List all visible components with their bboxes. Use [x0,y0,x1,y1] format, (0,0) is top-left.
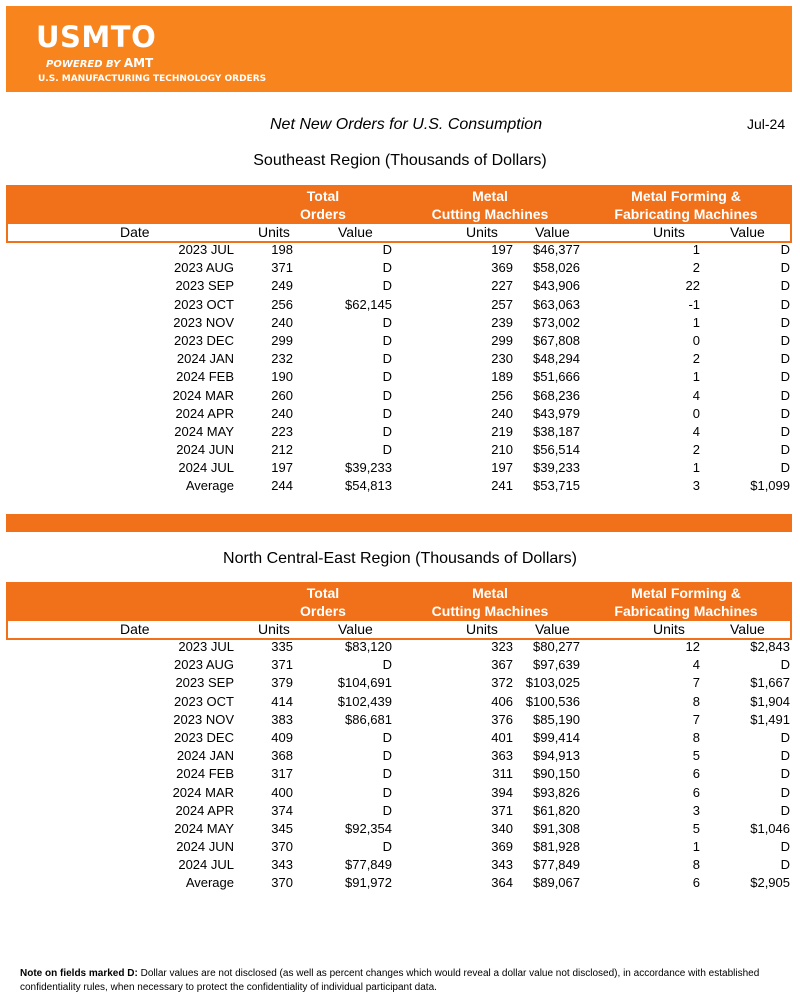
group-label: Metal [472,188,508,204]
group-label: Metal [472,585,508,601]
row-date: 2024 FEB [176,766,234,782]
footnote-label: Note on fields marked D: [20,968,138,979]
table-row [0,638,800,656]
total-value: D [382,766,392,782]
col-units: Units [466,621,498,637]
total-value: $77,849 [345,857,392,873]
cutting-units: 364 [491,875,513,891]
table-group-header [6,582,792,620]
row-date: 2023 AUG [174,260,234,276]
row-date: 2024 JUL [178,857,234,873]
total-value: $62,145 [345,296,392,312]
cutting-value: $93,826 [533,784,580,800]
table-row [0,820,800,838]
row-date: 2024 MAY [174,820,234,836]
table-row [0,423,800,441]
col-units: Units [258,621,290,637]
cutting-units: 210 [491,442,513,458]
forming-value: D [780,387,790,403]
forming-value: D [780,369,790,385]
row-date: 2024 APR [175,802,234,818]
amt-logo: AMT [123,56,154,70]
total-units: 370 [271,875,293,891]
forming-units: 1 [692,839,700,855]
cutting-units: 256 [491,387,513,403]
forming-units: 6 [692,784,700,800]
table-row [0,259,800,277]
table-row [0,802,800,820]
report-date: Jul-24 [747,116,786,132]
forming-value: D [780,460,790,476]
row-date: 2023 AUG [174,657,234,673]
forming-units: 2 [692,260,700,276]
col-units: Units [258,224,290,240]
total-value: D [382,369,392,385]
cutting-units: 197 [491,460,513,476]
forming-units: 0 [692,332,700,348]
group-label: Orders [300,206,346,222]
total-units: 223 [271,423,293,439]
forming-units: 3 [692,802,700,818]
group-metal-cutting [420,584,560,620]
col-value: Value [338,621,373,637]
total-units: 374 [271,802,293,818]
total-value: D [382,802,392,818]
total-value: D [382,260,392,276]
forming-units: 6 [692,766,700,782]
total-value: D [382,405,392,421]
cutting-value: $48,294 [533,351,580,367]
group-label: Metal Forming & [631,585,741,601]
table-row [0,296,800,314]
forming-value: D [780,278,790,294]
total-value: D [382,242,392,257]
table-body-southeast [0,241,800,496]
forming-value: D [780,748,790,764]
forming-units: 1 [692,369,700,385]
group-metal-forming [606,187,766,223]
total-value: $102,439 [337,693,392,709]
col-value: Value [730,224,765,240]
forming-value: $1,046 [750,820,790,836]
total-units: 240 [271,405,293,421]
cutting-value: $51,666 [533,369,580,385]
forming-value: $1,667 [750,675,790,691]
table-row [0,784,800,802]
cutting-units: 371 [491,802,513,818]
total-units: 379 [271,675,293,691]
table-row [0,856,800,874]
forming-value: D [780,442,790,458]
forming-units: 1 [692,314,700,330]
usmto-logo: USMTO [36,20,157,54]
forming-value: D [780,839,790,855]
row-date: Average [185,478,234,494]
cutting-units: 394 [491,784,513,800]
cutting-value: $38,187 [533,423,580,439]
cutting-value: $39,233 [533,460,580,476]
total-value: D [382,351,392,367]
cutting-value: $58,026 [533,260,580,276]
forming-units: 2 [692,442,700,458]
table-row [0,387,800,405]
cutting-units: 372 [491,675,513,691]
forming-units: 6 [692,875,700,891]
cutting-value: $81,928 [533,839,580,855]
table-row [0,368,800,386]
total-units: 414 [271,693,293,709]
forming-value: D [780,857,790,873]
total-units: 400 [271,784,293,800]
forming-units: 8 [692,729,700,745]
total-units: 345 [271,820,293,836]
total-units: 383 [271,711,293,727]
cutting-units: 240 [491,405,513,421]
cutting-value: $63,063 [533,296,580,312]
table-row [0,874,800,892]
cutting-value: $73,002 [533,314,580,330]
forming-value: $2,905 [750,875,790,891]
total-value: $54,813 [345,478,392,494]
cutting-units: 257 [491,296,513,312]
group-label: Fabricating Machines [614,206,758,222]
table-row [0,477,800,495]
cutting-value: $100,536 [525,693,580,709]
group-label: Total [306,188,340,204]
cutting-units: 227 [491,278,513,294]
forming-units: 1 [692,242,700,257]
powered-by-label: POWERED BY [46,59,121,70]
col-value: Value [730,621,765,637]
table-row [0,405,800,423]
table-row [0,729,800,747]
cutting-value: $46,377 [533,242,580,257]
row-date: 2024 JUL [178,460,234,476]
forming-units: -1 [688,296,700,312]
total-units: 240 [271,314,293,330]
forming-value: $1,099 [750,478,790,494]
cutting-value: $90,150 [533,766,580,782]
forming-value: D [780,802,790,818]
cutting-value: $103,025 [525,675,580,691]
forming-value: D [780,405,790,421]
forming-value: D [780,242,790,257]
total-value: D [382,314,392,330]
row-date: 2024 MAR [172,784,234,800]
region-title-southeast: Southeast Region (Thousands of Dollars) [253,152,547,169]
total-value: D [382,442,392,458]
table-row [0,765,800,783]
cutting-units: 311 [492,766,513,782]
cutting-units: 230 [491,351,513,367]
forming-units: 3 [692,478,700,494]
total-units: 368 [271,748,293,764]
total-units: 197 [271,460,293,476]
table-row [0,656,800,674]
total-value: D [382,729,392,745]
forming-value: D [780,260,790,276]
forming-value: D [780,729,790,745]
total-units: 249 [271,278,293,294]
cutting-units: 369 [491,260,513,276]
total-value: D [382,784,392,800]
total-value: D [382,278,392,294]
cutting-value: $99,414 [533,729,580,745]
cutting-units: 323 [491,639,513,654]
forming-units: 4 [692,657,700,673]
group-label: Metal Forming & [631,188,741,204]
total-value: $86,681 [345,711,392,727]
group-label: Fabricating Machines [614,603,758,619]
cutting-units: 401 [491,729,513,745]
brand-banner [6,6,792,92]
table-row [0,350,800,368]
row-date: 2023 OCT [174,296,234,312]
total-units: 299 [271,332,293,348]
brand-subtitle: U.S. MANUFACTURING TECHNOLOGY ORDERS [38,74,267,84]
total-value: $91,972 [345,875,392,891]
total-value: D [382,423,392,439]
total-units: 212 [271,442,293,458]
total-units: 370 [271,839,293,855]
cutting-value: $61,820 [533,802,580,818]
forming-units: 1 [692,460,700,476]
total-units: 260 [271,387,293,403]
forming-units: 4 [692,423,700,439]
col-value: Value [535,621,570,637]
row-date: 2023 SEP [175,278,234,294]
col-units: Units [653,621,685,637]
section-divider [6,514,792,532]
row-date: 2023 JUL [178,639,234,654]
total-value: $83,120 [345,639,392,654]
forming-units: 22 [685,278,700,294]
table-row [0,693,800,711]
cutting-units: 299 [491,332,513,348]
cutting-units: 197 [491,242,513,257]
row-date: 2024 JAN [176,748,234,764]
col-units: Units [653,224,685,240]
row-date: 2023 JUL [178,242,234,257]
cutting-value: $56,514 [533,442,580,458]
row-date: 2024 JUN [176,839,234,855]
row-date: 2024 JAN [176,351,234,367]
total-units: 343 [271,857,293,873]
cutting-value: $68,236 [533,387,580,403]
total-units: 335 [271,639,293,654]
row-date: 2023 DEC [174,729,234,745]
table-column-header [6,619,792,640]
total-units: 409 [271,729,293,745]
footnote [20,967,790,995]
cutting-value: $80,277 [533,639,580,654]
forming-units: 0 [692,405,700,421]
forming-value: $2,843 [750,639,790,654]
forming-units: 5 [692,820,700,836]
total-units: 198 [271,242,293,257]
forming-units: 7 [692,711,700,727]
table-row [0,838,800,856]
forming-value: $1,904 [750,693,790,709]
total-value: D [382,332,392,348]
row-date: 2023 SEP [175,675,234,691]
forming-value: D [780,657,790,673]
total-value: D [382,839,392,855]
forming-value: D [780,784,790,800]
col-date: Date [120,621,150,637]
cutting-value: $85,190 [533,711,580,727]
table-row [0,277,800,295]
table-row [0,332,800,350]
table-row [0,241,800,259]
total-units: 371 [271,657,293,673]
cutting-value: $89,067 [533,875,580,891]
forming-units: 7 [692,675,700,691]
cutting-units: 363 [491,748,513,764]
table-row [0,441,800,459]
cutting-units: 369 [491,839,513,855]
cutting-units: 189 [491,369,513,385]
total-value: D [382,657,392,673]
table-row [0,674,800,692]
group-label: Cutting Machines [431,603,549,619]
forming-value: D [780,766,790,782]
row-date: 2024 JUN [176,442,234,458]
cutting-units: 239 [491,314,513,330]
table-column-header [6,222,792,243]
cutting-units: 343 [491,857,513,873]
cutting-units: 241 [491,478,513,494]
row-date: 2023 NOV [173,711,234,727]
forming-value: D [780,423,790,439]
group-label: Cutting Machines [431,206,549,222]
total-value: $104,691 [337,675,392,691]
cutting-units: 367 [491,657,513,673]
footnote-text: Dollar values are not disclosed (as well as percent changes which would reveal a dollar value not disclosed), in accordance with established confidentiality rules, when necessary to protect the confidentiality of individual participant data. [20,968,760,993]
total-value: D [382,748,392,764]
row-date: 2023 DEC [174,332,234,348]
cutting-value: $67,808 [533,332,580,348]
cutting-value: $53,715 [533,478,580,494]
group-metal-cutting [420,187,560,223]
table-row [0,314,800,332]
forming-value: $1,491 [750,711,790,727]
table-row [0,711,800,729]
cutting-value: $97,639 [533,657,580,673]
col-units: Units [466,224,498,240]
region-title-north-central-east: North Central-East Region (Thousands of Dollars) [223,550,577,567]
total-units: 256 [271,296,293,312]
cutting-units: 406 [491,693,513,709]
col-value: Value [535,224,570,240]
cutting-units: 219 [491,423,513,439]
group-label: Total [306,585,340,601]
table-body-north-central-east [0,638,800,893]
total-units: 232 [271,351,293,367]
forming-value: D [780,351,790,367]
total-value: $39,233 [345,460,392,476]
cutting-value: $43,979 [533,405,580,421]
cutting-value: $43,906 [533,278,580,294]
powered-by [46,56,153,70]
forming-units: 4 [692,387,700,403]
group-metal-forming [606,584,766,620]
group-total-orders [288,584,358,620]
forming-value: D [780,314,790,330]
forming-value: D [780,296,790,312]
table-row [0,747,800,765]
cutting-units: 376 [491,711,513,727]
forming-units: 8 [692,693,700,709]
total-value: $92,354 [345,820,392,836]
forming-units: 12 [685,639,700,654]
cutting-value: $91,308 [533,820,580,836]
row-date: Average [185,875,234,891]
col-date: Date [120,224,150,240]
forming-units: 5 [692,748,700,764]
group-total-orders [288,187,358,223]
cutting-value: $94,913 [533,748,580,764]
report-title: Net New Orders for U.S. Consumption [270,116,543,133]
row-date: 2024 MAR [172,387,234,403]
cutting-units: 340 [491,820,513,836]
table-row [0,459,800,477]
total-units: 371 [271,260,293,276]
row-date: 2024 APR [175,405,234,421]
row-date: 2024 MAY [174,423,234,439]
total-units: 317 [271,766,293,782]
row-date: 2023 NOV [173,314,234,330]
total-value: D [382,387,392,403]
forming-value: D [780,332,790,348]
row-date: 2023 OCT [174,693,234,709]
col-value: Value [338,224,373,240]
total-units: 244 [271,478,293,494]
forming-units: 2 [692,351,700,367]
row-date: 2024 FEB [176,369,234,385]
forming-units: 8 [692,857,700,873]
table-group-header [6,185,792,223]
total-units: 190 [271,369,293,385]
cutting-value: $77,849 [533,857,580,873]
group-label: Orders [300,603,346,619]
